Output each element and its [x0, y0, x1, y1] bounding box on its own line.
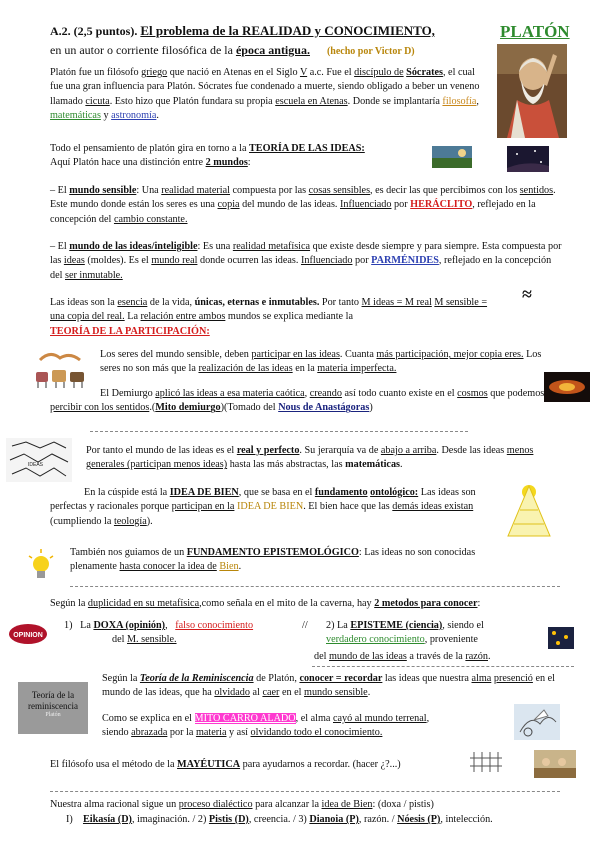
- text-metodos-razon: razón: [465, 651, 488, 662]
- text-p15-t3: : (doxa / pistis): [372, 799, 434, 810]
- text-p7-cre: creando: [309, 388, 342, 399]
- text-p15-t6: , razón. /: [358, 814, 398, 825]
- text-p5-t5: mundos se explica mediante la: [225, 311, 353, 323]
- text-p15-pis: Pistis (D): [208, 814, 249, 825]
- text-p12-t5: al: [249, 687, 263, 699]
- text-p3-her: HERÁCLITO: [410, 199, 473, 211]
- text-p15-t2: para alcanzar la: [252, 799, 322, 810]
- text-p7-t5: .(: [149, 402, 156, 414]
- participation-image: [30, 346, 92, 390]
- text-p1-socrates: Sócrates: [406, 67, 443, 78]
- text-p3-t4: . Este mundo donde están los seres es una: [50, 185, 556, 211]
- text-p3-ms: mundo sensible: [69, 185, 137, 196]
- text-p7-t4: que podemos: [487, 388, 545, 399]
- text-p4-t6: , reflejado en la concepción del: [50, 255, 552, 281]
- intro-paragraph: [50, 66, 488, 124]
- text-metodos-c1: ,: [165, 620, 171, 631]
- text-p3-copia: copia: [217, 199, 240, 211]
- text-p10-bien: Bien: [219, 561, 239, 573]
- text-p4-t2: que existe desde siempre y para siempre. Esta compuesta por las: [50, 241, 562, 267]
- text-p5-tp: TEORÍA DE LA PARTICIPACIÓN:: [50, 325, 210, 337]
- reminiscence-image: [18, 682, 88, 734]
- hierarchy-paragraph: [86, 444, 562, 473]
- text-p10-hasta: hasta conocer la idea de: [119, 561, 217, 573]
- text-p9-t4: . El bien hace que las: [303, 501, 393, 513]
- text-p1-disc: discípulo de: [354, 67, 404, 78]
- text-p1-astro: astronomía: [111, 110, 157, 122]
- text-p14-t2: para ayudarnos a recordar. (hacer ¿?...): [240, 759, 401, 770]
- text-p15-eik: Eikasía (D): [82, 814, 132, 825]
- grid-sketch-image: [470, 750, 502, 774]
- text-p3-t6: por: [391, 199, 411, 211]
- divider-3: [312, 666, 574, 667]
- text-p1-filo: filosofía: [442, 95, 477, 107]
- text-p3-infl: Influenciado: [340, 199, 392, 211]
- credit: (hecho por Victor D): [326, 46, 415, 57]
- text-p11-t2: ,como señala en el mito de la caverna, hay: [199, 598, 375, 609]
- text-p12-olv: olvidado: [214, 687, 250, 699]
- text-p15-proc: proceso dialéctico: [178, 799, 253, 810]
- theory-intro-paragraph: [50, 142, 430, 171]
- text-p9-teo: teología: [113, 515, 147, 527]
- text-p3-t0: – El: [50, 185, 70, 196]
- text-p13-t5: y así: [226, 727, 251, 739]
- reminiscence-image-line2: reminiscencia: [28, 700, 78, 711]
- text-p3-cambio: cambio constante.: [113, 213, 188, 225]
- text-p13-abr: abrazada: [131, 727, 168, 739]
- text-p7-apl: aplicó las ideas a esa materia caótica: [155, 388, 305, 399]
- text-p3-rm: realidad material: [161, 185, 230, 196]
- text-p5-esencia: esencia: [117, 297, 148, 308]
- text-p15-noe: Nóesis (P): [397, 814, 441, 825]
- pyramid-image: [500, 482, 558, 538]
- text-p4-t0: – El: [50, 241, 70, 252]
- text-p3-t1: : Una: [136, 185, 162, 196]
- text-p6-real: realización de las ideas: [198, 363, 293, 375]
- text-p2-t1: Todo el pensamiento de platón gira en torno a la: [50, 143, 250, 154]
- era-text: época antigua.: [235, 43, 310, 57]
- text-p13-t2: , el alma: [295, 713, 333, 724]
- text-p9-ib2: IDEA DE BIEN: [236, 501, 304, 513]
- text-p1-griego: griego: [141, 67, 168, 78]
- text-p9-t2: , que se basa en el: [238, 487, 315, 498]
- text-p8-men: menos generales (participan menos ideas): [86, 445, 534, 471]
- text-p7-t6: )(Tomado del: [220, 402, 279, 414]
- landscape-image: [432, 146, 472, 168]
- text-p5-t1: Las ideas son la: [50, 297, 118, 308]
- reminiscence-image-line3: Platón: [45, 711, 61, 718]
- two-methods-paragraph: [50, 597, 562, 611]
- text-p1-y: y: [100, 110, 112, 122]
- divider-2: [70, 586, 560, 587]
- text-metodos-del2: del: [314, 651, 329, 662]
- text-p7-t2: ,: [304, 388, 310, 399]
- text-p4-infl: Influenciado: [300, 255, 353, 267]
- text-p9-part: participan en la: [171, 501, 235, 513]
- text-p13-cay: cayó al mundo terrenal: [333, 713, 427, 724]
- text-p12-pres: presenció: [493, 673, 533, 684]
- doxa-item: [64, 619, 294, 648]
- text-metodos-n2: 2) La: [326, 620, 351, 631]
- text-p6-t3: Los seres no son más que la: [100, 349, 542, 375]
- text-metodos-mundo: mundo de las ideas: [329, 651, 407, 662]
- text-metodos-vc: verdadero conocimiento: [326, 634, 425, 646]
- text-metodos-n1: 1): [64, 620, 73, 631]
- text-p9-fund: fundamento: [314, 487, 368, 498]
- text-metodos-del: del: [112, 634, 127, 646]
- episteme-item: [326, 619, 546, 648]
- text-p14-may: MAYÉUTICA: [177, 759, 241, 770]
- text-p3-t2: compuesta por las: [229, 185, 309, 196]
- divider-1: [90, 431, 468, 432]
- text-p12-t3: las ideas que nuestra: [382, 673, 472, 684]
- text-p14-t1: El filósofo usa el método de la: [50, 759, 178, 770]
- section-label: A.2. (2,5 puntos).: [50, 24, 138, 38]
- text-p12-alma: alma: [471, 673, 492, 684]
- text-p4-par: PARMÉNIDES: [371, 255, 439, 267]
- text-p7-cos: cosmos: [457, 388, 488, 399]
- text-p7-nous: Nous de Anastágoras: [278, 402, 370, 414]
- text-p5-t4: La: [124, 311, 141, 323]
- plato-portrait-image: [497, 44, 567, 138]
- text-p5-unicas: únicas, eternas e inmutables.: [194, 297, 320, 308]
- text-p8-aba: abajo a arriba: [380, 445, 437, 456]
- text-p15-ib: idea de Bien: [321, 799, 373, 810]
- divider-4: [50, 791, 560, 792]
- text-p3-t3: , es decir las que percibimos con los: [370, 185, 520, 196]
- winged-chariot-paragraph: [102, 712, 452, 741]
- text-p11-dup: duplicidad en su metafísica: [87, 598, 200, 609]
- text-p15-t7: , intelección.: [440, 814, 493, 825]
- text-p4-t1: : Es una: [197, 241, 233, 252]
- text-p4-mi: mundo de las ideas/inteligible: [69, 241, 198, 252]
- text-p15-n: I): [66, 814, 73, 825]
- idea-of-good-paragraph: [50, 486, 495, 529]
- stars-image: [548, 627, 574, 649]
- text-p1-mate: matemáticas: [50, 110, 101, 122]
- text-p12-teor: Teoría de la Reminiscencia: [139, 673, 254, 684]
- text-p6-t2: . Cuanta: [339, 349, 377, 360]
- methods-separator: //: [302, 620, 308, 631]
- text-p12-t2: de Platón,: [253, 673, 300, 684]
- opinion-bubble-image: [8, 623, 48, 645]
- text-metodos-falso: falso conocimiento: [175, 620, 254, 631]
- text-p2-dos: 2 mundos: [205, 157, 248, 169]
- text-p2-colon: :: [247, 157, 251, 169]
- text-p10-dot: .: [238, 561, 242, 573]
- text-p1-t4: , el cual fue una gran influencia para Platón. Sócrates fue condenado a muerte, siendo obligado a beber un veneno llamado: [50, 67, 480, 107]
- text-p1-comma: ,: [476, 95, 479, 107]
- text-p4-t3: (moldes). Es el: [84, 255, 152, 267]
- text-p8-t4: hasta las más abstractas, las: [227, 459, 346, 471]
- subtitle-line: [50, 42, 415, 59]
- night-sky-image: [507, 146, 549, 172]
- text-p4-ser: ser inmutable.: [65, 269, 123, 281]
- text-p10-fe: FUNDAMENTO EPISTEMOLÓGICO: [186, 547, 359, 558]
- text-p8-t1: Por tanto el mundo de las ideas es el: [86, 445, 237, 456]
- text-p9-t6: ).: [146, 515, 153, 527]
- approx-symbol: ≈: [522, 284, 532, 304]
- text-p5-rel: relación entre ambos: [140, 311, 226, 323]
- text-p1-v: V: [299, 67, 308, 78]
- text-p7-t3: así todo cuanto existe en el: [341, 388, 458, 399]
- text-p5-t2: de la vida,: [147, 297, 195, 308]
- text-p1-dot: .: [156, 110, 159, 122]
- text-p4-rmet: realidad metafísica: [232, 241, 311, 252]
- text-p11-colon: :: [477, 598, 481, 609]
- text-p15-t5: , creencia. / 3): [248, 814, 310, 825]
- text-p5-eq2: M sensible = una copia del real.: [50, 297, 488, 323]
- text-p6-mas: más participación, mejor copia eres.: [376, 349, 524, 360]
- text-p1-t5: . Esto hizo que Platón fundara su propia: [109, 95, 276, 107]
- svg-text:IDEAS: IDEAS: [28, 462, 44, 468]
- demiurge-paragraph: [50, 387, 550, 416]
- text-p12-t1: Según la: [102, 673, 140, 684]
- text-p9-ont: ontológico:: [370, 487, 419, 498]
- text-p9-t3: Las ideas son perfectas y racionales porque: [50, 487, 476, 513]
- text-metodos-epis: EPISTEME (ciencia): [350, 620, 443, 631]
- sensible-world-paragraph: [50, 184, 562, 227]
- text-p1-t6: . Donde se implantaría: [347, 95, 443, 107]
- text-p4-ideas: ideas: [63, 255, 85, 267]
- text-p3-t5: del mundo de las ideas.: [239, 199, 340, 211]
- reminiscence-image-line1: Teoría de la: [31, 690, 75, 700]
- text-p11-dos: 2 metodos para conocer: [374, 598, 478, 609]
- text-p1-t3: a.c. Fue el: [307, 67, 355, 78]
- text-p10-t2: : Las ideas no son conocidas plenamente: [70, 547, 476, 573]
- text-p12-cae: caer: [262, 687, 280, 699]
- header-line: [50, 22, 435, 40]
- text-p9-dem: demás ideas existan: [392, 501, 474, 513]
- text-p13-olv: olvidando todo el conocimiento.: [250, 727, 383, 739]
- text-p13-t1: Como se explica en el: [102, 713, 195, 724]
- text-metodos-t2: , siendo el: [442, 620, 484, 631]
- text-p4-t4: donde ocurren las ideas.: [197, 255, 301, 267]
- text-p1-t2: que nació en Atenas en el Siglo: [167, 67, 300, 78]
- text-p12-dot: .: [367, 687, 371, 699]
- text-p6-part: participar en las ideas: [251, 349, 340, 360]
- text-metodos-t3: , proveniente: [424, 634, 478, 646]
- text-p7-t1: El Demiurgo: [100, 388, 156, 399]
- text-p12-t6: en el: [279, 687, 305, 699]
- text-p12-con: conocer = recordar: [299, 673, 383, 684]
- essence-paragraph: [50, 296, 495, 339]
- text-metodos-dot: .: [488, 651, 491, 662]
- dialectic-paragraph: [50, 798, 562, 812]
- text-metodos-la1: La: [80, 620, 94, 631]
- text-p5-t3: Por tanto: [319, 297, 362, 308]
- text-p3-t7: , reflejado en la concepción del: [50, 199, 536, 225]
- text-p13-mca: MITO CARRO ALADO: [194, 713, 296, 724]
- text-p9-t1: En la cúspide está la: [84, 487, 170, 498]
- participation-paragraph: [100, 348, 560, 377]
- subtitle-text: en un autor o corriente filosófica de la: [50, 43, 236, 57]
- text-p9-t5: (cumpliendo la: [50, 515, 114, 527]
- text-p15-t4: , imaginación. / 2): [131, 814, 209, 825]
- text-p7-mito: Mito demiurgo: [155, 402, 221, 414]
- text-p10-t1: También nos guiamos de un: [70, 547, 187, 558]
- text-p8-dot: .: [400, 459, 403, 471]
- cosmos-image: [544, 372, 590, 402]
- text-p12-t4: en el mundo de las ideas, que ha: [102, 673, 555, 699]
- text-p6-t4: en la: [292, 363, 318, 375]
- text-p5-eq1: M ideas = M real: [361, 297, 432, 308]
- text-metodos-doxa: DOXA (opinión): [93, 620, 166, 631]
- text-p1-t1: Platón fue un filósofo: [50, 67, 142, 78]
- dialectic-stages: [66, 813, 566, 827]
- hierarchy-diagram-image: [6, 438, 72, 482]
- epistemological-paragraph: [70, 546, 480, 575]
- text-p13-mat: materia: [195, 727, 227, 739]
- text-p6-t1: Los seres del mundo sensible, deben: [100, 349, 252, 360]
- text-p8-mat: matemáticas: [345, 459, 401, 471]
- text-metodos-ms: M. sensible.: [127, 634, 177, 646]
- maieutics-paragraph: [50, 758, 470, 772]
- text-p4-mr: mundo real: [151, 255, 198, 267]
- text-p1-escuela: escuela en Atenas: [275, 95, 348, 107]
- text-p8-t2: . Su jerarquía va de: [299, 445, 381, 456]
- chariot-image: [514, 704, 560, 740]
- text-p2-teoria: TEORÍA DE LAS IDEAS:: [249, 143, 365, 154]
- text-p4-t5: por: [352, 255, 372, 267]
- page-title: El problema de la REALIDAD y CONOCIMIENTO,: [140, 23, 435, 38]
- text-p8-rp: real y perfecto: [236, 445, 300, 456]
- classroom-image: [534, 750, 576, 778]
- text-p13-t4: por la: [167, 727, 196, 739]
- opinion-bubble-text: OPINION: [13, 632, 43, 639]
- text-p13-t3: , siendo: [102, 713, 430, 739]
- text-p7-per: percibir con los sentidos: [50, 402, 150, 414]
- text-p9-ib: IDEA DE BIEN: [169, 487, 239, 498]
- text-p12-ms: mundo sensible: [304, 687, 368, 699]
- author-heading: PLATÓN: [500, 22, 570, 41]
- ideas-world-paragraph: [50, 240, 562, 283]
- text-metodos-t4: a través de la: [406, 651, 466, 662]
- text-p15-t1: Nuestra alma racional sigue un: [50, 799, 179, 810]
- episteme-item-cont: [314, 650, 564, 664]
- lightbulb-icon: [26, 548, 56, 582]
- text-p3-sent: sentidos: [519, 185, 554, 196]
- text-p1-cicuta: cicuta: [85, 95, 110, 107]
- text-p2-t2: Aquí Platón hace una distinción entre: [50, 157, 206, 169]
- text-p7-t7: ): [369, 402, 373, 414]
- text-p8-t3: . Desde las ideas: [436, 445, 507, 456]
- text-p11-t1: Según la: [50, 598, 88, 609]
- text-p3-cs: cosas sensibles: [308, 185, 371, 196]
- reminiscence-paragraph: [102, 672, 562, 701]
- text-p15-dia: Dianoia (P): [309, 814, 359, 825]
- text-p6-mi: materia imperfecta.: [317, 363, 397, 375]
